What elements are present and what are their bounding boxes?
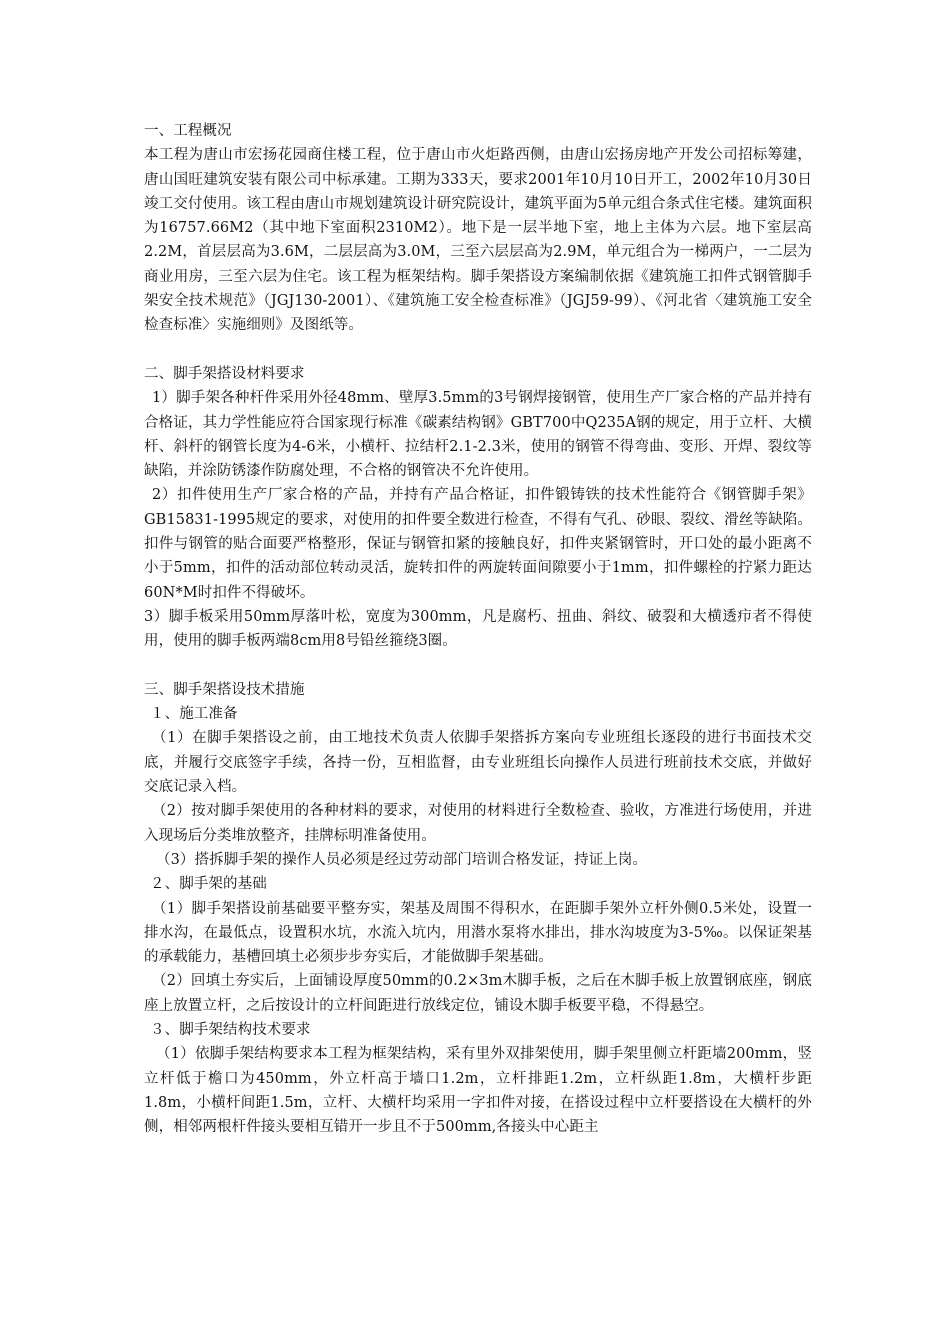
- materials-item-2: 2）扣件使用生产厂家合格的产品，并持有产品合格证，扣件锻铸铁的技术性能符合《钢管脚手架》GB15831-1995规定的要求，对使用的扣件要全数进行检查，不得有气孔、砂眼、裂纹、滑丝等缺陷。扣件与钢管的贴合面要严格整形，保证与钢管扣紧的接触良好，扣件夹紧钢管时，开口处的最小距离不小于5mm，扣件的活动部位转动灵活，旋转扣件的两旋转面间隙要小于1mm，扣件螺栓的拧紧力距达60N*M时扣件不得破坏。: [144, 487, 812, 601]
- overview-paragraph: 本工程为唐山市宏扬花园商住楼工程，位于唐山市火炬路西侧，由唐山宏扬房地产开发公司招标筹建，唐山国旺建筑安装有限公司中标承建。工期为333天，要求2001年10月10日开工，2002年10月30日竣工交付使用。该工程由唐山市规划建筑设计研究院设计，建筑平面为5单元组合条式住宅楼。建筑面积为16757.66M2（其中地下室面积2310M2）。地下是一层半地下室，地上主体为六层。地下室层高2.2M，首层层高为3.6M，二层层高为3.0M，三至六层层高为2.9M，单元组合为一梯两户，一二层为商业用房，三至六层为住宅。该工程为框架结构。脚手架搭设方案编制依据《建筑施工扣件式钢管脚手架安全技术规范》（JGJ130-2001）、《建筑施工安全检查标准》（JGJ59-99）、《河北省〈建筑施工安全检查标准〉实施细则》及图纸等。: [144, 147, 812, 334]
- preparation-item-3: （3）搭拆脚手架的操作人员必须是经过劳动部门培训合格发证，持证上岗。: [156, 851, 648, 868]
- section-heading-materials: 二、脚手架搭设材料要求: [144, 365, 305, 382]
- foundation-item-1: （1）脚手架搭设前基础要平整夯实，架基及周围不得积水，在距脚手架外立杆外侧0.5米处，设置一排水沟，在最低点，设置积水坑，水流入坑内，用潜水泵将水排出，排水沟坡度为3-5‰。以保证架基的承载能力，基槽回填土必须步步夯实后，才能做脚手架基础。: [144, 900, 812, 966]
- document-body: [144, 119, 812, 1139]
- section-heading-overview: 一、工程概况: [144, 123, 232, 139]
- preparation-item-2: （2）按对脚手架使用的各种材料的要求，对使用的材料进行全数检查、验收，方准进行场使用，并进入现场后分类堆放整齐，挂牌标明准备使用。: [144, 803, 812, 844]
- preparation-item-1: （1）在脚手架搭设之前，由工地技术负责人依脚手架搭拆方案向专业班组长逐段的进行书面技术交底，并履行交底签字手续，各持一份，互相监督，由专业班组长向操作人员进行班前技术交底，并做好交底记录入档。: [144, 730, 812, 796]
- subheading-foundation: ２、脚手架的基础: [150, 876, 267, 893]
- structure-item-1: （1）依脚手架结构要求本工程为框架结构，采有里外双排架使用，脚手架里侧立杆距墙200mm，竖立杆低于檐口为450mm，外立杆高于墙口1.2m，立杆排距1.2m，立杆纵距1.8m，大横杆步距1.8m，小横杆间距1.5m，立杆、大横杆均采用一字扣件对接，在搭设过程中立杆要搭设在大横杆的外侧，相邻两根杆件接头要相互错开一步且不于500mm,各接头中心距主: [144, 1046, 812, 1136]
- subheading-structure: ３、脚手架结构技术要求: [150, 1021, 311, 1038]
- subheading-preparation: １、施工准备: [150, 706, 238, 723]
- section-heading-measures: 三、脚手架搭设技术措施: [144, 681, 305, 698]
- materials-item-3: 3）脚手板采用50mm厚落叶松，宽度为300mm，凡是腐朽、扭曲、斜纹、破裂和大横透疖者不得使用，使用的脚手板两端8cm用8号铅丝箍绕3圈。: [144, 608, 812, 650]
- materials-item-1: 1）脚手架各种杆件采用外径48mm、壁厚3.5mm的3号钢焊接钢管，使用生产厂家合格的产品并持有合格证，其力学性能应符合国家现行标准《碳素结构钢》GBT700中Q235A钢的规定，用于立杆、大横杆、斜杆的钢管长度为4-6米，小横杆、拉结杆2.1-2.3米，使用的钢管不得弯曲、变形、开焊、裂纹等缺陷，并涂防锈漆作防腐处理，不合格的钢管决不允许使用。: [144, 390, 812, 480]
- foundation-item-2: （2）回填土夯实后，上面铺设厚度50mm的0.2×3m木脚手板，之后在木脚手板上放置钢底座，钢底座上放置立杆，之后按设计的立杆间距进行放线定位，铺设木脚手板要平稳，不得悬空。: [144, 973, 812, 1014]
